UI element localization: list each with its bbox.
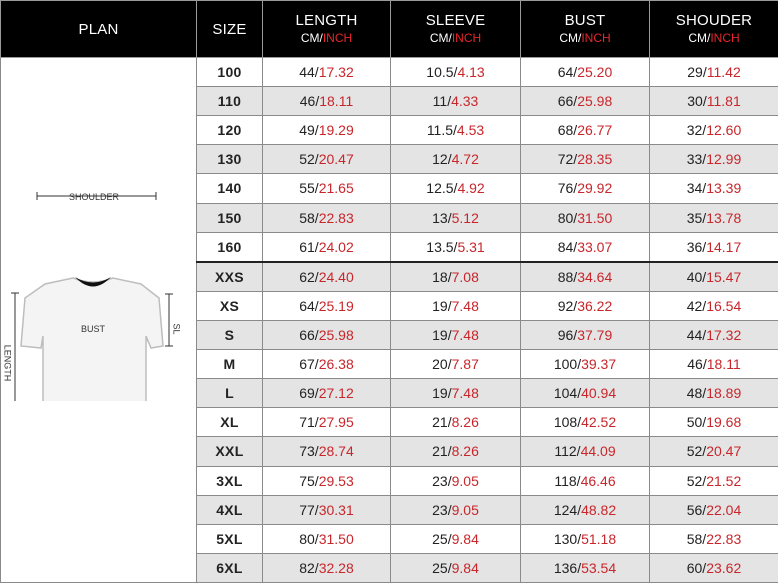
length-cell: 62/24.40 bbox=[263, 262, 391, 292]
sleeve-cell: 12.5/4.92 bbox=[391, 174, 521, 203]
size-cell: 160 bbox=[197, 232, 263, 262]
sleeve-cell: 19/7.48 bbox=[391, 291, 521, 320]
bust-cell: 112/44.09 bbox=[521, 437, 650, 466]
length-cell: 82/32.28 bbox=[263, 553, 391, 582]
sleeve-cell: 19/7.48 bbox=[391, 379, 521, 408]
length-cell: 73/28.74 bbox=[263, 437, 391, 466]
label-bust: BUST bbox=[81, 324, 106, 334]
shoulder-cell: 52/20.47 bbox=[650, 437, 778, 466]
sleeve-cell: 25/9.84 bbox=[391, 524, 521, 553]
length-cell: 77/30.31 bbox=[263, 495, 391, 524]
shoulder-cell: 40/15.47 bbox=[650, 262, 778, 292]
size-cell: XXL bbox=[197, 437, 263, 466]
table-row bbox=[1, 58, 778, 87]
header-size: SIZE bbox=[197, 1, 263, 58]
shoulder-cell: 50/19.68 bbox=[650, 408, 778, 437]
size-cell: 120 bbox=[197, 116, 263, 145]
size-cell: 130 bbox=[197, 145, 263, 174]
label-length: LENGTH bbox=[2, 344, 13, 382]
bust-cell: 108/42.52 bbox=[521, 408, 650, 437]
size-cell: 3XL bbox=[197, 466, 263, 495]
bust-cell: 92/36.22 bbox=[521, 291, 650, 320]
tshirt-diagram bbox=[1, 186, 196, 401]
bust-cell: 84/33.07 bbox=[521, 232, 650, 262]
bust-cell: 88/34.64 bbox=[521, 262, 650, 292]
shoulder-cell: 44/17.32 bbox=[650, 320, 778, 349]
bust-cell: 96/37.79 bbox=[521, 320, 650, 349]
sleeve-cell: 20/7.87 bbox=[391, 350, 521, 379]
length-cell: 61/24.02 bbox=[263, 232, 391, 262]
length-cell: 49/19.29 bbox=[263, 116, 391, 145]
shoulder-cell: 56/22.04 bbox=[650, 495, 778, 524]
length-cell: 80/31.50 bbox=[263, 524, 391, 553]
sleeve-cell: 23/9.05 bbox=[391, 466, 521, 495]
size-cell: XXS bbox=[197, 262, 263, 292]
bust-cell: 100/39.37 bbox=[521, 350, 650, 379]
length-cell: 52/20.47 bbox=[263, 145, 391, 174]
length-cell: 66/25.98 bbox=[263, 320, 391, 349]
size-cell: 5XL bbox=[197, 524, 263, 553]
plan-diagram-cell bbox=[1, 58, 197, 583]
shoulder-cell: 35/13.78 bbox=[650, 203, 778, 232]
header-plan: PLAN bbox=[1, 1, 197, 58]
sleeve-cell: 25/9.84 bbox=[391, 553, 521, 582]
shoulder-cell: 34/13.39 bbox=[650, 174, 778, 203]
sleeve-cell: 19/7.48 bbox=[391, 320, 521, 349]
bust-cell: 130/51.18 bbox=[521, 524, 650, 553]
bust-cell: 136/53.54 bbox=[521, 553, 650, 582]
length-cell: 69/27.12 bbox=[263, 379, 391, 408]
length-cell: 46/18.11 bbox=[263, 87, 391, 116]
size-cell: 4XL bbox=[197, 495, 263, 524]
length-cell: 44/17.32 bbox=[263, 58, 391, 87]
sleeve-cell: 23/9.05 bbox=[391, 495, 521, 524]
bust-cell: 80/31.50 bbox=[521, 203, 650, 232]
size-cell: 6XL bbox=[197, 553, 263, 582]
size-cell: 100 bbox=[197, 58, 263, 87]
shoulder-cell: 32/12.60 bbox=[650, 116, 778, 145]
size-cell: M bbox=[197, 350, 263, 379]
shoulder-cell: 60/23.62 bbox=[650, 553, 778, 582]
bust-cell: 64/25.20 bbox=[521, 58, 650, 87]
size-cell: 110 bbox=[197, 87, 263, 116]
shoulder-cell: 58/22.83 bbox=[650, 524, 778, 553]
sleeve-cell: 21/8.26 bbox=[391, 437, 521, 466]
size-cell: S bbox=[197, 320, 263, 349]
size-cell: XS bbox=[197, 291, 263, 320]
sleeve-cell: 11.5/4.53 bbox=[391, 116, 521, 145]
bust-cell: 76/29.92 bbox=[521, 174, 650, 203]
label-sleeve: SL bbox=[171, 323, 182, 335]
header-length: LENGTH CM/INCH bbox=[263, 1, 391, 58]
size-cell: 150 bbox=[197, 203, 263, 232]
shoulder-cell: 42/16.54 bbox=[650, 291, 778, 320]
shoulder-cell: 29/11.42 bbox=[650, 58, 778, 87]
header-shoulder: SHOUDER CM/INCH bbox=[650, 1, 778, 58]
length-cell: 55/21.65 bbox=[263, 174, 391, 203]
length-cell: 75/29.53 bbox=[263, 466, 391, 495]
bust-cell: 72/28.35 bbox=[521, 145, 650, 174]
tshirt-icon bbox=[21, 278, 163, 401]
length-cell: 67/26.38 bbox=[263, 350, 391, 379]
shoulder-cell: 33/12.99 bbox=[650, 145, 778, 174]
shoulder-cell: 52/21.52 bbox=[650, 466, 778, 495]
sleeve-cell: 21/8.26 bbox=[391, 408, 521, 437]
header-row bbox=[1, 1, 778, 58]
shoulder-cell: 48/18.89 bbox=[650, 379, 778, 408]
shoulder-cell: 30/11.81 bbox=[650, 87, 778, 116]
bust-cell: 66/25.98 bbox=[521, 87, 650, 116]
header-sleeve: SLEEVE CM/INCH bbox=[391, 1, 521, 58]
length-cell: 64/25.19 bbox=[263, 291, 391, 320]
bust-cell: 104/40.94 bbox=[521, 379, 650, 408]
size-cell: XL bbox=[197, 408, 263, 437]
header-bust: BUST CM/INCH bbox=[521, 1, 650, 58]
shoulder-cell: 36/14.17 bbox=[650, 232, 778, 262]
shoulder-cell: 46/18.11 bbox=[650, 350, 778, 379]
size-cell: L bbox=[197, 379, 263, 408]
sleeve-cell: 11/4.33 bbox=[391, 87, 521, 116]
sleeve-cell: 18/7.08 bbox=[391, 262, 521, 292]
sleeve-cell: 13.5/5.31 bbox=[391, 232, 521, 262]
label-shoulder: SHOULDER bbox=[69, 192, 120, 202]
length-cell: 71/27.95 bbox=[263, 408, 391, 437]
size-cell: 140 bbox=[197, 174, 263, 203]
sleeve-cell: 13/5.12 bbox=[391, 203, 521, 232]
bust-cell: 124/48.82 bbox=[521, 495, 650, 524]
length-cell: 58/22.83 bbox=[263, 203, 391, 232]
bust-cell: 68/26.77 bbox=[521, 116, 650, 145]
bust-cell: 118/46.46 bbox=[521, 466, 650, 495]
sleeve-cell: 12/4.72 bbox=[391, 145, 521, 174]
sleeve-cell: 10.5/4.13 bbox=[391, 58, 521, 87]
